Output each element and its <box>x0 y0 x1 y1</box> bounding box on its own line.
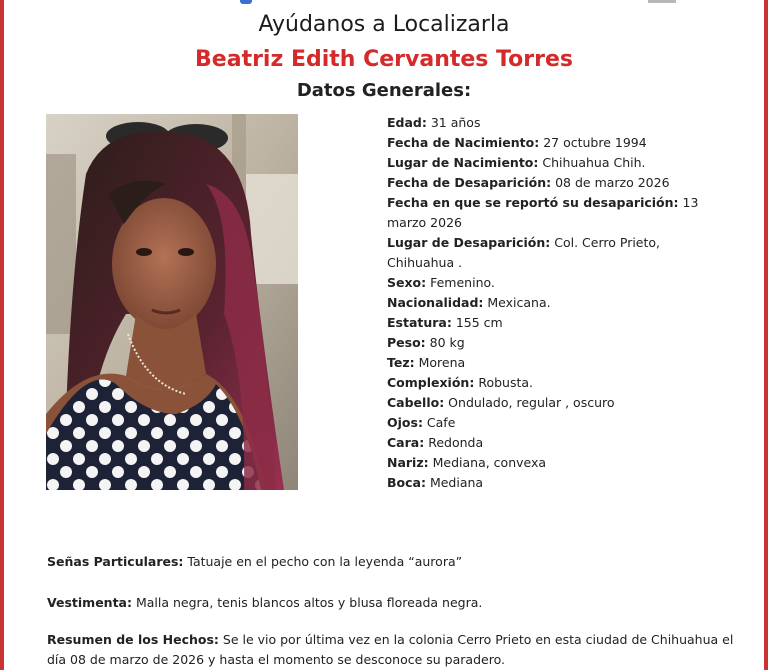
detail-label: Fecha en que se reportó su desaparición: <box>387 195 679 210</box>
distinguishing-marks-value: Tatuaje en el pecho con la leyenda “aurora” <box>183 554 463 569</box>
detail-label: Nariz: <box>387 455 429 470</box>
facts-summary <box>47 630 737 670</box>
detail-value: Morena <box>414 355 466 370</box>
detail-eyes <box>387 413 727 433</box>
detail-disappearance-date <box>387 173 727 193</box>
detail-label: Cabello: <box>387 395 445 410</box>
detail-value: 27 octubre 1994 <box>539 135 647 150</box>
detail-age <box>387 113 727 133</box>
detail-sex <box>387 273 727 293</box>
detail-label: Tez: <box>387 355 415 370</box>
detail-label: Fecha de Desaparición: <box>387 175 552 190</box>
detail-value: 31 años <box>426 115 481 130</box>
facts-summary-label: Resumen de los Hechos: <box>47 632 219 647</box>
detail-report-date <box>387 193 727 233</box>
poster-heading: Ayúdanos a Localizarla <box>258 12 510 37</box>
facts-summary-value: Se le vio por última vez en la colonia Cerro Prieto en esta ciudad de Chihuahua el día 08 de marzo de 2026 y hasta el momento se desconoce su paradero. <box>47 632 734 667</box>
detail-birth-place <box>387 153 727 173</box>
detail-nose <box>387 453 727 473</box>
detail-complexion-tone <box>387 353 727 373</box>
general-data-heading: Datos Generales: <box>296 80 472 101</box>
detail-value: 08 de marzo 2026 <box>551 175 670 190</box>
detail-value: Ondulado, regular , oscuro <box>444 395 615 410</box>
detail-value: Cafe <box>422 415 456 430</box>
detail-face <box>387 433 727 453</box>
detail-value: 155 cm <box>451 315 503 330</box>
clothing-label: Vestimenta: <box>47 595 132 610</box>
detail-label: Nacionalidad: <box>387 295 484 310</box>
detail-value: Robusta. <box>474 375 533 390</box>
detail-value: Chihuahua Chih. <box>538 155 646 170</box>
detail-value: Mediana, convexa <box>428 455 547 470</box>
detail-value: 13 marzo 2026 <box>387 195 699 230</box>
detail-disappearance-place <box>387 233 727 273</box>
clothing-value: Malla negra, tenis blancos altos y blusa floreada negra. <box>131 595 483 610</box>
detail-label: Fecha de Nacimiento: <box>387 135 540 150</box>
detail-nationality <box>387 293 727 313</box>
detail-label: Estatura: <box>387 315 452 330</box>
detail-value: Mexicana. <box>483 295 551 310</box>
general-data-list <box>387 113 727 493</box>
detail-label: Cara: <box>387 435 425 450</box>
detail-birth-date <box>387 133 727 153</box>
detail-value: Col. Cerro Prieto, Chihuahua . <box>387 235 661 270</box>
detail-label: Lugar de Desaparición: <box>387 235 551 250</box>
detail-height <box>387 313 727 333</box>
detail-hair <box>387 393 727 413</box>
distinguishing-marks <box>47 552 737 572</box>
detail-label: Sexo: <box>387 275 427 290</box>
detail-value: Mediana <box>425 475 484 490</box>
missing-person-photo <box>46 114 298 490</box>
distinguishing-marks-label: Señas Particulares: <box>47 554 184 569</box>
clothing <box>47 593 737 613</box>
detail-label: Complexión: <box>387 375 475 390</box>
detail-build <box>387 373 727 393</box>
detail-value: Femenino. <box>426 275 495 290</box>
detail-label: Ojos: <box>387 415 423 430</box>
missing-person-name: Beatriz Edith Cervantes Torres <box>195 47 573 72</box>
detail-label: Lugar de Nacimiento: <box>387 155 539 170</box>
detail-weight <box>387 333 727 353</box>
detail-label: Boca: <box>387 475 426 490</box>
detail-value: Redonda <box>424 435 484 450</box>
detail-mouth <box>387 473 727 493</box>
detail-label: Edad: <box>387 115 427 130</box>
top-decoration-bar <box>648 0 676 3</box>
detail-label: Peso: <box>387 335 426 350</box>
detail-value: 80 kg <box>425 335 465 350</box>
top-decoration-mark <box>240 0 252 4</box>
